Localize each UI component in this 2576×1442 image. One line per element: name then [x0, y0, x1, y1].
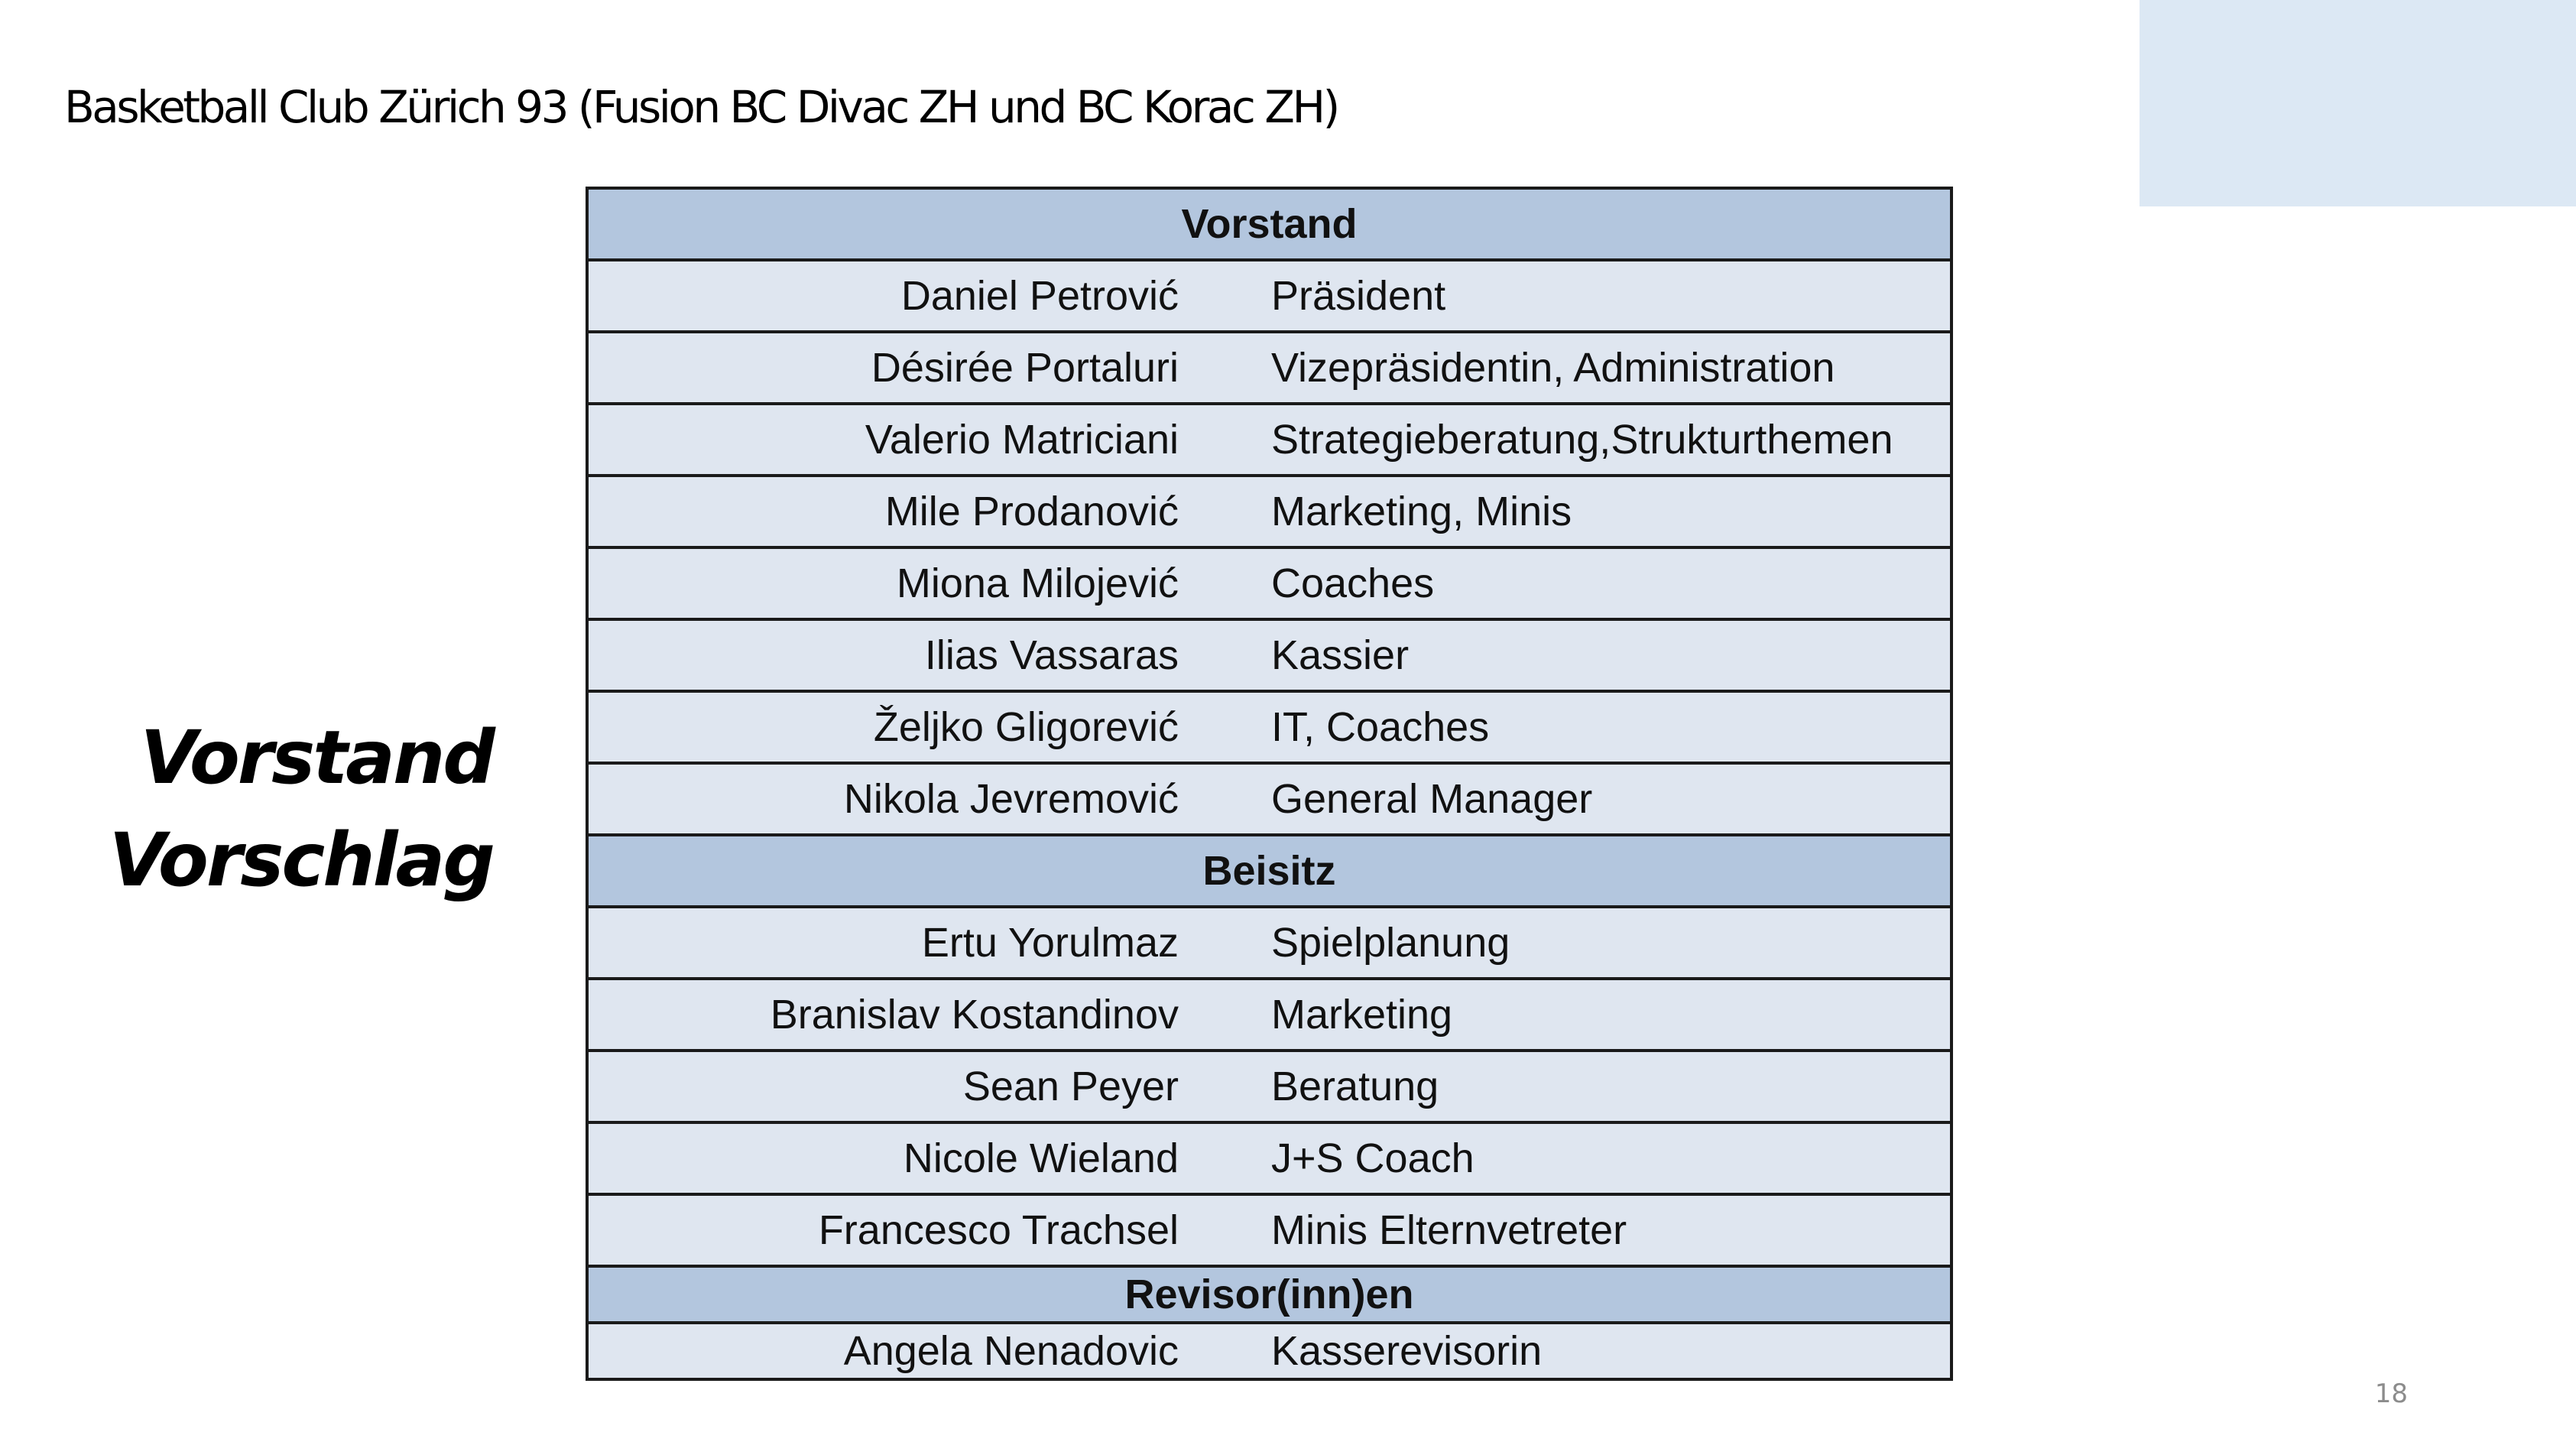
member-name: Valerio Matriciani: [865, 417, 1179, 463]
member-name: Angela Nenadovic: [843, 1328, 1179, 1374]
table-row: [587, 619, 1951, 691]
table-row: [587, 547, 1951, 619]
member-name: Désirée Portaluri: [871, 345, 1179, 391]
page-number: 18: [2374, 1379, 2408, 1409]
section-heading-vorstand: Vorstand: [587, 188, 1951, 260]
table-row: [587, 979, 1951, 1051]
member-name: Ertu Yorulmaz: [921, 920, 1179, 966]
board-table: [586, 187, 1953, 1381]
table-row: [587, 404, 1951, 476]
table-row: [587, 332, 1951, 404]
member-role: Spielplanung: [1271, 920, 1510, 966]
member-name: Željko Gligorević: [873, 704, 1179, 750]
member-role: Präsident: [1271, 273, 1446, 319]
member-name: Branislav Kostandinov: [770, 992, 1179, 1038]
section-header-row: [587, 188, 1951, 260]
member-name: Daniel Petrović: [900, 273, 1179, 319]
member-role: Beratung: [1271, 1064, 1439, 1109]
member-name: Mile Prodanović: [884, 489, 1179, 534]
table-row: [587, 1051, 1951, 1122]
member-role: IT, Coaches: [1271, 704, 1490, 750]
side-heading-line-1: Vorstand: [140, 715, 493, 801]
table-row: [587, 476, 1951, 547]
table-row: [587, 260, 1951, 332]
member-name: Ilias Vassaras: [924, 632, 1179, 678]
member-role: General Manager: [1271, 776, 1593, 822]
member-name: Nikola Jevremović: [843, 776, 1179, 822]
table-row: [587, 1122, 1951, 1194]
section-header-row: [587, 835, 1951, 907]
corner-accent-block: [2140, 0, 2576, 206]
member-role: Kassier: [1271, 632, 1410, 678]
member-role: Marketing, Minis: [1271, 489, 1572, 534]
member-role: Kasserevisorin: [1271, 1328, 1543, 1374]
member-name: Miona Milojević: [896, 560, 1179, 606]
member-role: Minis Elternvetreter: [1271, 1207, 1627, 1253]
table-row: [587, 1194, 1951, 1266]
member-name: Nicole Wieland: [903, 1135, 1179, 1181]
table-row: [587, 1323, 1951, 1379]
table-row: [587, 907, 1951, 979]
member-role: Strategieberatung,Strukturthemen: [1271, 417, 1893, 463]
member-name: Sean Peyer: [962, 1064, 1179, 1109]
section-heading-revisoren: Revisor(inn)en: [587, 1266, 1951, 1323]
member-role: Vizepräsidentin, Administration: [1271, 345, 1835, 391]
member-role: Marketing: [1271, 992, 1453, 1038]
member-role: Coaches: [1271, 560, 1435, 606]
member-name: Francesco Trachsel: [818, 1207, 1179, 1253]
table-row: [587, 691, 1951, 763]
member-role: J+S Coach: [1271, 1135, 1475, 1181]
side-heading: [92, 706, 493, 911]
slide-title: Basketball Club Zürich 93 (Fusion BC Divac ZH und BC Korac ZH): [64, 81, 1338, 133]
side-heading-line-2: Vorschlag: [109, 817, 493, 903]
section-header-row: [587, 1266, 1951, 1323]
table-row: [587, 763, 1951, 835]
section-heading-beisitz: Beisitz: [587, 835, 1951, 907]
